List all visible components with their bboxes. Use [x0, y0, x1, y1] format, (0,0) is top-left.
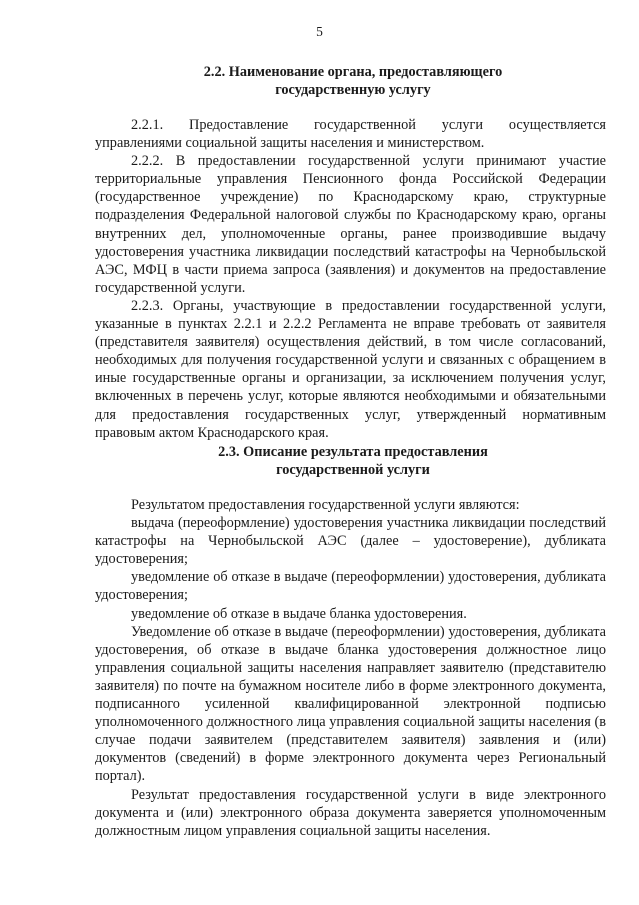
result-item-issuance: выдача (переоформление) удостоверения участника ликвидации последствий катастрофы на Чернобыльской АЭС (далее – удостоверение), дубликата удостоверения;: [95, 515, 606, 568]
page-number: 5: [316, 24, 323, 39]
paragraph-2-2-2: 2.2.2. В предоставлении государственной услуги принимают участие территориальные управления Пенсионного фонда Российской Федерации (государственное учреждение) по Краснодарскому краю, структурные подразделения Федеральной налоговой службы по Краснодарскому краю, органы внутренних дел, уполномоченные органы, ранее производившие выдачу удостоверения участника ликвидации последствий катастрофы на Чернобыльской АЭС, МФЦ в части приема запроса (заявления) и документов на предоставление государственной услуги.: [95, 153, 606, 296]
result-certification-paragraph: Результат предоставления государственной услуги в виде электронного документа и (или) электронного образа документа заверяется уполномоченным должностным лицом управления социальной защиты населения.: [95, 786, 606, 839]
paragraph-2-2-1: 2.2.1. Предоставление государственной услуги осуществляется управлениями социальной защиты населения и министерством.: [95, 117, 606, 152]
section-2-2-title-line1: 2.2. Наименование органа, предоставляющего: [203, 64, 503, 80]
result-item-refusal-blank: уведомление об отказе в выдаче бланка удостоверения.: [131, 605, 467, 622]
section-2-3-title-line2: государственной услуги: [276, 462, 430, 478]
section-2-2-heading: [100, 63, 606, 99]
section-2-2-title-line2: государственную услугу: [275, 82, 431, 98]
section-2-2-body: [95, 116, 606, 442]
paragraph-2-2-3: 2.2.3. Органы, участвующие в предоставлении государственной услуги, указанные в пунктах 2.2.1 и 2.2.2 Регламента не вправе требовать от заявителя (представителя заявителя) осуществления действий, в том числе согласований, необходимых для получения государственной услуги и связанных с обращением в иные государственные органы и организации, за исключением получения услуг, включенных в перечень услуг, которые являются необходимыми и обязательными для предоставления государственных услуг, утвержденный нормативным правовым актом Краснодарского края.: [95, 297, 606, 441]
section-2-3-title-line1: 2.3. Описание результата предоставления: [218, 444, 488, 460]
result-intro-paragraph: Результатом предоставления государственной услуги являются:: [131, 497, 520, 513]
refusal-notice-paragraph: Уведомление об отказе в выдаче (переоформлении) удостоверения, дубликата удостоверения, об отказе в выдаче бланка удостоверения должностное лицо управления социальной защиты населения направляет заявителю (представителю заявителя) по почте на бумажном носителе либо в форме электронного документа, подписанного усиленной квалифицированной электронной подписью уполномоченного должностного лица управления социальной защиты населения (в случае подачи заявителем (представителем заявителя) заявления и (или) документов (сведений) в форме электронного документа через Региональный портал).: [95, 623, 606, 785]
section-2-3-heading: [100, 443, 606, 479]
result-item-refusal-reissue: уведомление об отказе в выдаче (переоформлении) удостоверения, дубликата удостоверения;: [95, 569, 606, 604]
section-2-3-body: [95, 496, 606, 840]
